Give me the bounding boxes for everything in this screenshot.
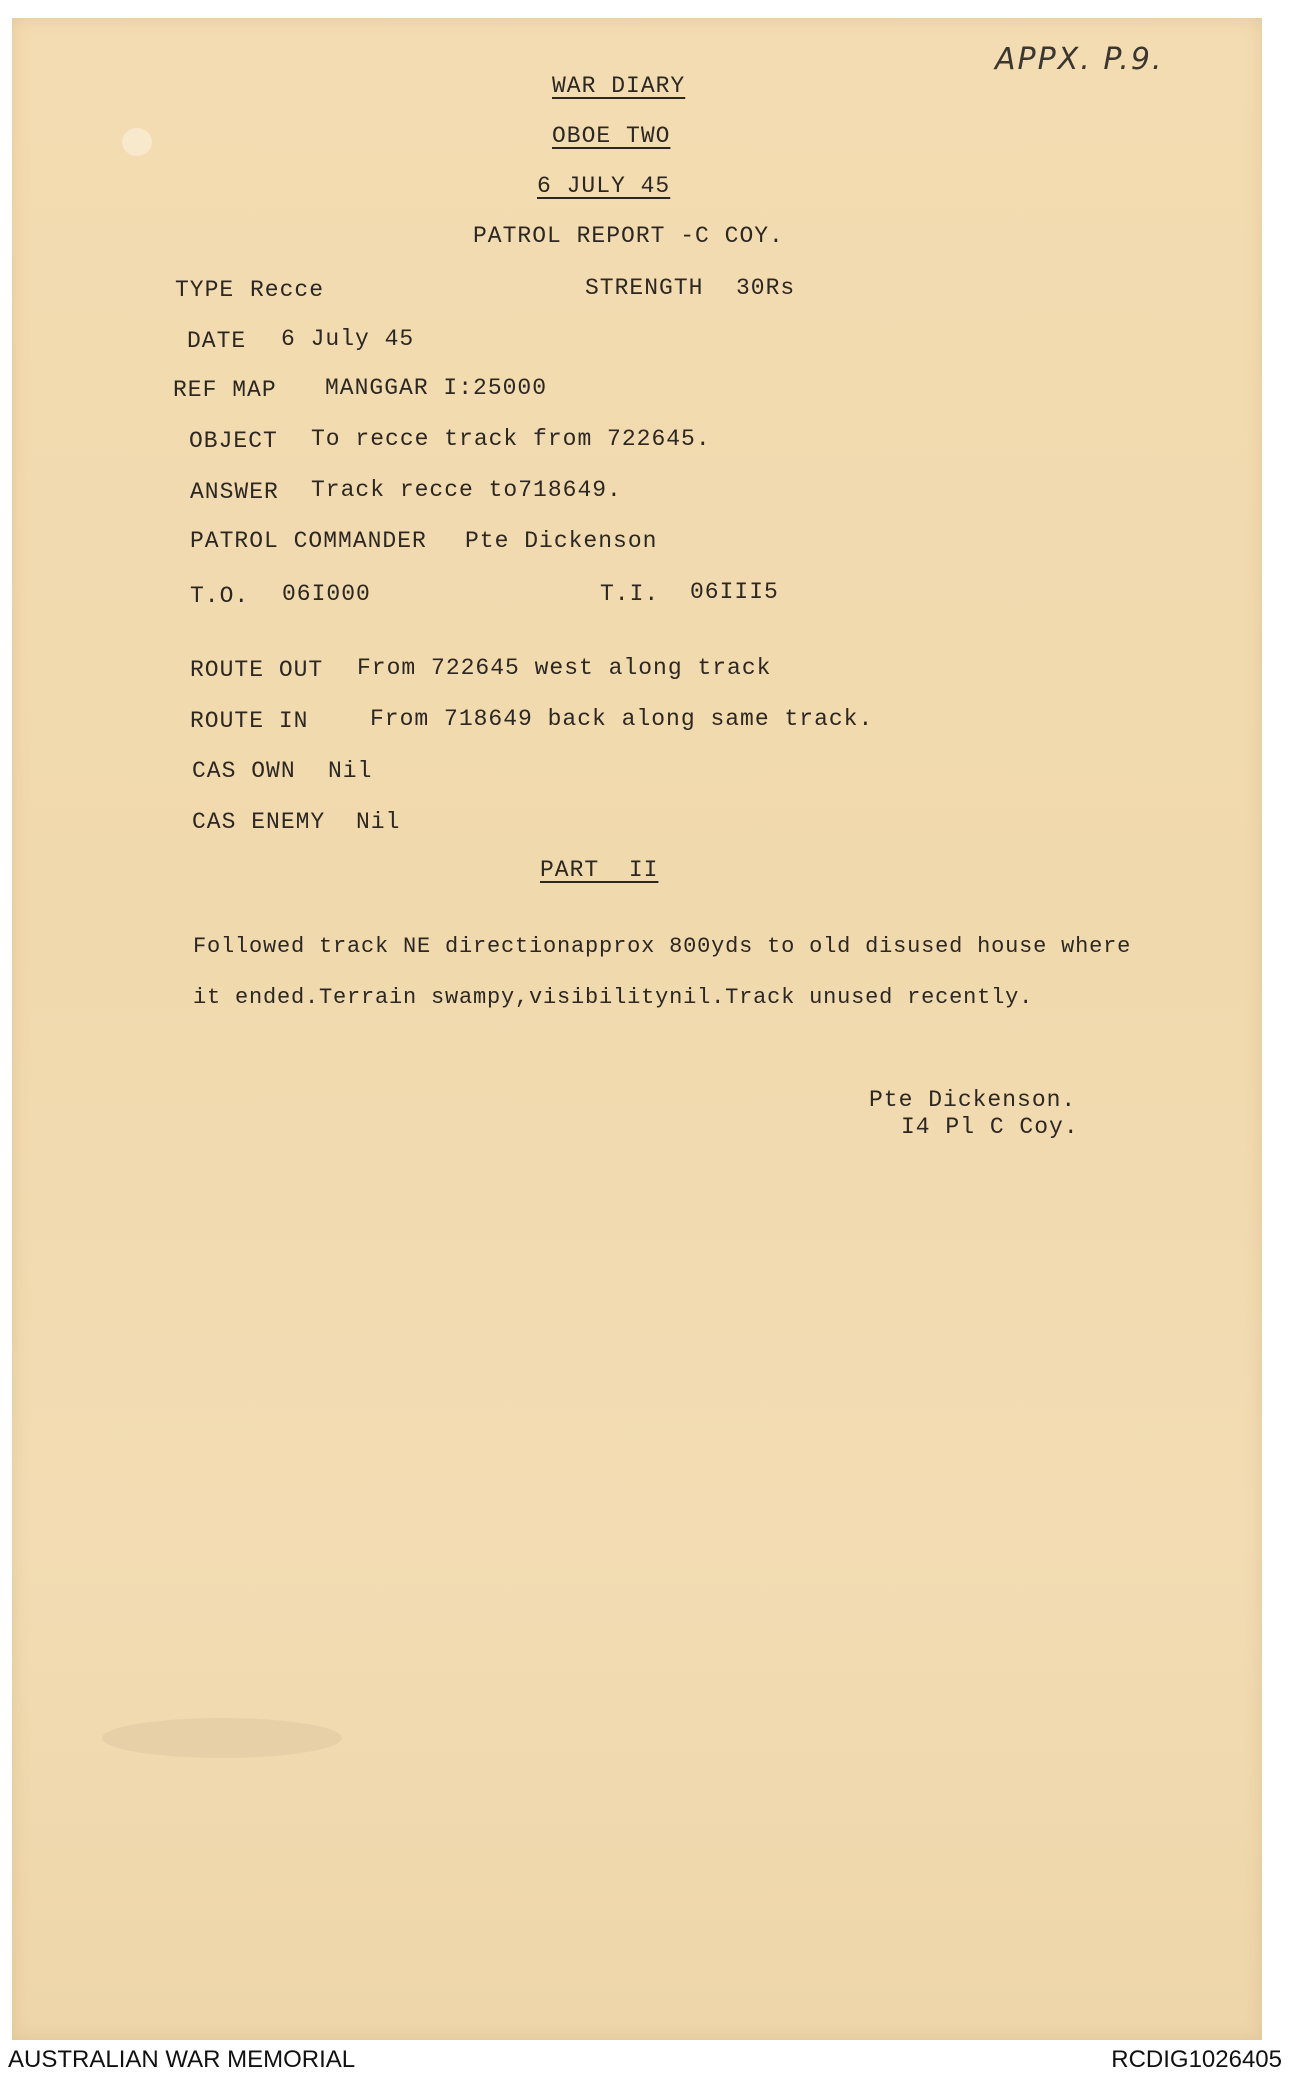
report-title: PATROL REPORT -C COY. bbox=[473, 223, 784, 249]
narrative-line-2: it ended.Terrain swampy,visibilitynil.Track unused recently. bbox=[193, 985, 1034, 1010]
refmap-value: MANGGAR I:25000 bbox=[325, 375, 548, 401]
document-sheet bbox=[12, 18, 1262, 2040]
answer-label: ANSWER bbox=[190, 479, 279, 505]
ti-label: T.I. bbox=[600, 581, 660, 607]
route-in-label: ROUTE IN bbox=[190, 708, 309, 734]
footer-source: AUSTRALIAN WAR MEMORIAL bbox=[8, 2046, 356, 2073]
object-value: To recce track from 722645. bbox=[311, 426, 711, 452]
signature-name: Pte Dickenson. bbox=[869, 1087, 1077, 1113]
to-label: T.O. bbox=[190, 583, 250, 609]
to-value: 06I000 bbox=[282, 581, 371, 607]
footer-id: RCDIG1026405 bbox=[1111, 2046, 1282, 2073]
paper-stain bbox=[122, 128, 152, 156]
narrative-line-1: Followed track NE directionapprox 800yds to old disused house where bbox=[193, 934, 1132, 959]
appendix-annotation: APPX. P.9. bbox=[995, 42, 1164, 77]
route-in-value: From 718649 back along same track. bbox=[370, 706, 874, 732]
diary-date: 6 JULY 45 bbox=[537, 173, 671, 199]
diary-unit: OBOE TWO bbox=[552, 123, 671, 149]
commander-label: PATROL COMMANDER bbox=[190, 528, 427, 554]
object-label: OBJECT bbox=[189, 428, 278, 454]
answer-value: Track recce to718649. bbox=[311, 477, 622, 503]
strength-label: STRENGTH bbox=[585, 275, 704, 301]
part-two-heading: PART II bbox=[540, 857, 659, 883]
paper-smudge bbox=[102, 1718, 342, 1758]
cas-enemy-value: Nil bbox=[356, 809, 401, 835]
cas-own-label: CAS OWN bbox=[192, 758, 296, 784]
type-value: Recce bbox=[250, 277, 325, 303]
type-label: TYPE bbox=[175, 277, 235, 303]
ti-value: 06III5 bbox=[690, 579, 779, 605]
signature-unit: I4 Pl C Coy. bbox=[901, 1114, 1079, 1140]
strength-value: 30Rs bbox=[736, 275, 796, 301]
commander-value: Pte Dickenson bbox=[465, 528, 658, 554]
route-out-label: ROUTE OUT bbox=[190, 657, 324, 683]
cas-own-value: Nil bbox=[328, 758, 373, 784]
refmap-label: REF MAP bbox=[173, 377, 277, 403]
cas-enemy-label: CAS ENEMY bbox=[192, 809, 326, 835]
date-value: 6 July 45 bbox=[281, 326, 415, 352]
route-out-value: From 722645 west along track bbox=[357, 655, 772, 681]
date-label: DATE bbox=[187, 328, 247, 354]
diary-title: WAR DIARY bbox=[552, 73, 686, 99]
